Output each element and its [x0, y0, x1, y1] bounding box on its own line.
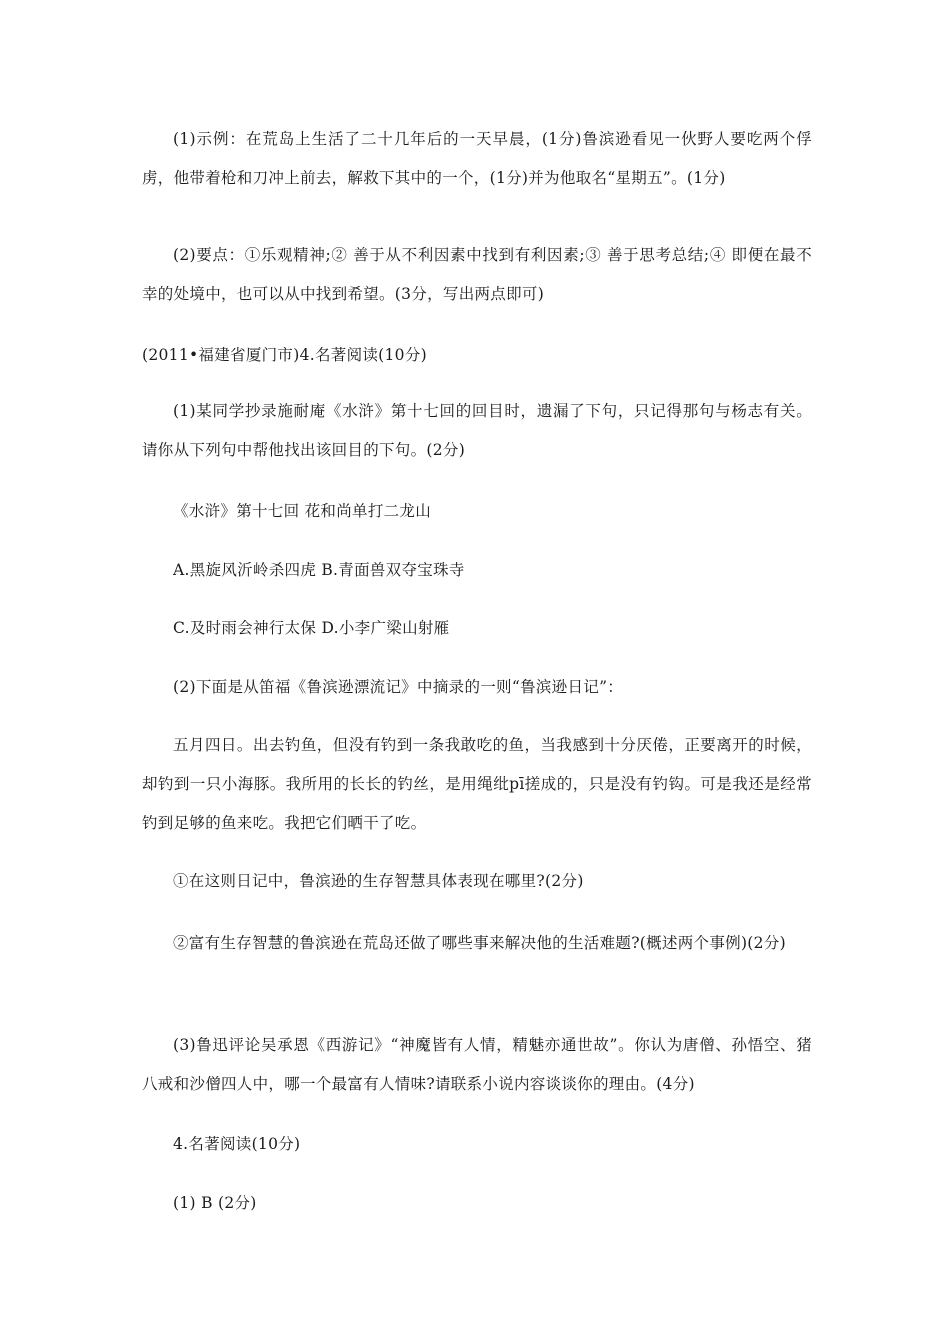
source-heading: (2011•福建省厦门市)4.名著阅读(10分): [142, 346, 427, 364]
question-3-paragraph: (3)鲁迅评论吴承恩《西游记》“神魔皆有人情，精魅亦通世故”。你认为唐僧、孙悟空、猪八戒和沙僧四人中，哪一个最富有人情味?请联系小说内容谈谈你的理由。(4分): [142, 1036, 812, 1093]
diary-paragraph: 五月四日。出去钓鱼，但没有钓到一条我敢吃的鱼，当我感到十分厌倦，正要离开的时候，却钓到一只小海豚。我所用的长长的钓丝，是用绳纰pī搓成的，只是没有钓钩。可是我还是经常钓到足够的鱼来吃。我把它们晒干了吃。: [142, 736, 812, 832]
answer-1-paragraph: (1)示例：在荒岛上生活了二十几年后的一天早晨，(1分)鲁滨逊看见一伙野人要吃两个俘虏，他带着枪和刀冲上前去，解救下其中的一个，(1分)并为他取名“星期五”。(1分): [142, 130, 812, 187]
answer-2-paragraph: (2)要点：①乐观精神;② 善于从不利因素中找到有利因素;③ 善于思考总结;④ 即便在最不幸的处境中，也可以从中找到希望。(3分，写出两点即可): [142, 246, 812, 303]
question-2-paragraph: (2)下面是从笛福《鲁滨逊漂流记》中摘录的一则“鲁滨逊日记”：: [173, 678, 624, 696]
question-1-paragraph: (1)某同学抄录施耐庵《水浒》第十七回的回目时，遗漏了下句，只记得那句与杨志有关。请你从下列句中帮他找出该回目的下句。(2分): [142, 402, 812, 459]
chapter-title-line: 《水浒》第十七回 花和尚单打二龙山: [173, 502, 432, 520]
question-2b-paragraph: ②富有生存智慧的鲁滨逊在荒岛还做了哪些事来解决他的生活难题?(概述两个事例)(2分): [173, 934, 786, 952]
question-2a-paragraph: ①在这则日记中，鲁滨逊的生存智慧具体表现在哪里?(2分): [173, 872, 584, 890]
answer-q1-line: (1) B (2分): [173, 1194, 257, 1212]
options-ab-line: A.黑旋风沂岭杀四虎 B.青面兽双夺宝珠寺: [173, 561, 465, 579]
answer-heading: 4.名著阅读(10分): [173, 1135, 301, 1153]
options-cd-line: C.及时雨会神行太保 D.小李广梁山射雁: [173, 619, 450, 637]
